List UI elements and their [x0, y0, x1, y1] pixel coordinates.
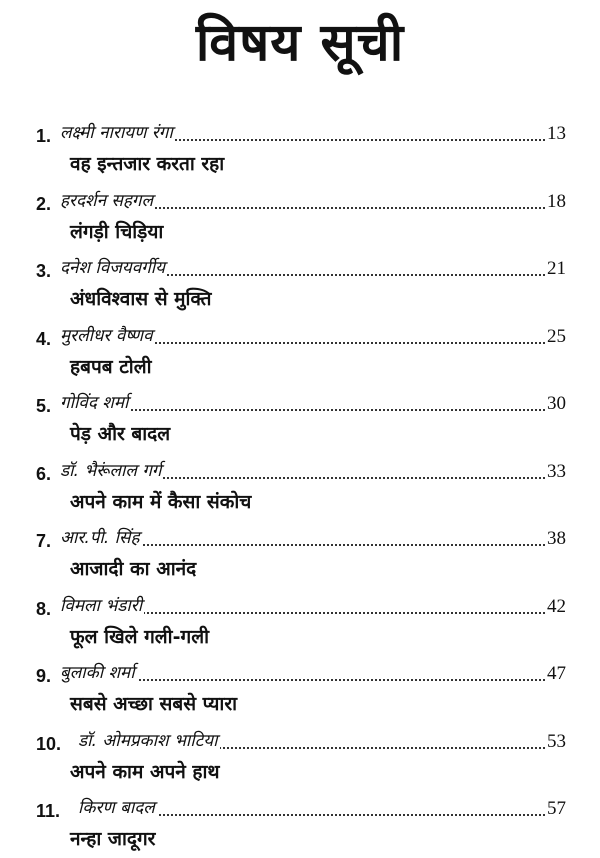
dot-leader [120, 477, 560, 479]
entry-page-number: 53 [547, 730, 566, 752]
dot-leader [120, 679, 560, 681]
dot-leader [120, 612, 560, 614]
entry-story-title: अपने काम में कैसा संकोच [70, 490, 252, 513]
entry-page-number: 38 [547, 528, 566, 549]
toc-entry [0, 518, 600, 586]
toc-entry-author-row [0, 451, 600, 487]
toc-entry [0, 248, 600, 316]
dot-leader [120, 139, 560, 141]
entry-page-number: 13 [547, 123, 566, 144]
toc-entry-author-row [0, 383, 600, 419]
toc-entry [0, 383, 600, 451]
entry-author: आर.पी. सिंह [60, 528, 140, 548]
entry-story-title: सबसे अच्छा सबसे प्यारा [70, 693, 238, 715]
entry-page-number: 18 [547, 190, 566, 212]
toc-entry-author-row [0, 721, 600, 757]
toc-entry-author-row [0, 788, 600, 824]
dot-leader [120, 207, 560, 209]
entry-author: बुलाकी शर्मा [60, 663, 135, 683]
entry-author: विमला भंडारी [60, 595, 143, 616]
entry-story-title: नन्हा जादूगर [70, 828, 156, 850]
page-title: विषय सूची [195, 13, 405, 73]
toc-entry-author-row [0, 653, 600, 689]
entry-number: 4. [36, 328, 52, 349]
entry-story-title: आजादी का आनंद [70, 558, 197, 580]
entry-author: दनेश विजयवर्गीय [60, 258, 166, 278]
toc-entry-author-row [0, 316, 600, 352]
dot-leader [120, 814, 560, 816]
toc-entry [0, 316, 600, 384]
toc-entry [0, 653, 600, 721]
entry-author: हरदर्शन सहगल [60, 190, 154, 211]
toc-entry-author-row [0, 586, 600, 622]
toc-entry [0, 113, 600, 181]
toc-entry [0, 788, 600, 856]
entry-page-number: 57 [547, 798, 566, 819]
entry-number: 7. [36, 531, 52, 551]
table-of-contents [0, 113, 600, 856]
entry-author: गोविंद शर्मा [60, 393, 129, 413]
entry-page-number: 33 [547, 460, 566, 482]
entry-author: डॉ. ओमप्रकाश भाटिया [78, 730, 218, 751]
entry-author: किरण बादल [78, 798, 155, 818]
dot-leader [120, 342, 560, 344]
entry-number: 8. [36, 598, 52, 619]
entry-number: 6. [36, 463, 52, 484]
entry-number: 2. [36, 193, 52, 214]
entry-number: 1. [36, 126, 52, 146]
entry-story-title: अंधविश्वास से मुक्ति [70, 288, 212, 310]
entry-number: 10. [36, 733, 62, 754]
entry-page-number: 42 [547, 595, 566, 617]
entry-author: डॉ. भैरूंलाल गर्ग [60, 460, 162, 481]
entry-number: 9. [36, 666, 52, 686]
entry-story-title: फूल खिले गली-गली [70, 625, 209, 648]
toc-entry [0, 181, 600, 249]
entry-story-title: हबपब टोली [70, 355, 152, 378]
toc-entry [0, 586, 600, 654]
entry-author: मुरलीधर वैष्णव [60, 325, 153, 346]
entry-number: 3. [36, 261, 52, 281]
dot-leader [120, 274, 560, 276]
dot-leader [120, 409, 560, 411]
entry-story-title: अपने काम अपने हाथ [70, 760, 220, 783]
toc-entry-author-row [0, 113, 600, 149]
dot-leader [120, 544, 560, 546]
toc-entry-author-row [0, 518, 600, 554]
toc-entry-author-row [0, 181, 600, 217]
entry-page-number: 21 [547, 258, 566, 279]
toc-entry-author-row [0, 248, 600, 284]
toc-entry [0, 721, 600, 789]
entry-story-title: पेड़ और बादल [70, 423, 171, 445]
entry-number: 11. [36, 801, 61, 821]
entry-page-number: 25 [547, 325, 566, 347]
toc-entry [0, 451, 600, 519]
entry-story-title: वह इन्तजार करता रहा [70, 153, 225, 175]
entry-number: 5. [36, 396, 52, 416]
entry-story-title: लंगड़ी चिड़िया [70, 220, 164, 243]
entry-page-number: 47 [547, 663, 566, 684]
entry-author: लक्ष्मी नारायण रंगा [60, 123, 173, 143]
entry-page-number: 30 [547, 393, 566, 414]
